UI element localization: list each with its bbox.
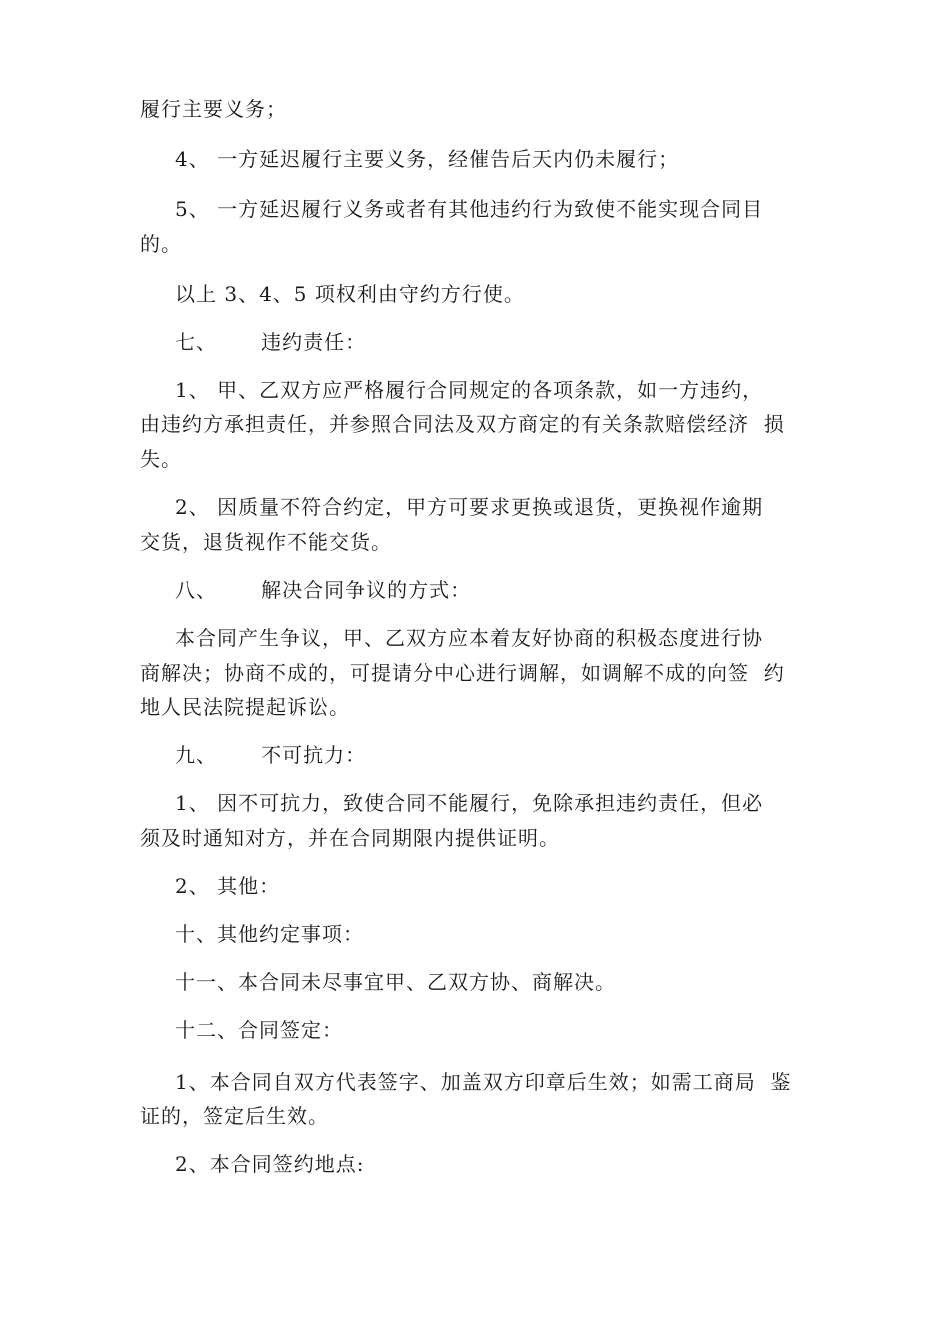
section-heading: 十一、本合同未尽事宜甲、乙双方协、商解决。 (175, 970, 616, 994)
text-line: 以上 3、4、5 项权利由守约方行使。 (175, 282, 525, 306)
text-line: 2、本合同签约地点: (175, 1152, 365, 1176)
text-line: 的。 (140, 232, 182, 256)
text-line: 5、 一方延迟履行义务或者有其他违约行为致使不能实现合同目 (175, 197, 764, 221)
section-heading: 九、 不可抗力： (175, 743, 367, 767)
section-heading: 七、 违约责任： (175, 330, 367, 354)
text-line: 1、本合同自双方代表签字、加盖双方印章后生效；如需工商局 鉴 (175, 1070, 792, 1094)
text-line: 2、 其他： (175, 874, 281, 898)
section-heading: 八、 解决合同争议的方式： (175, 578, 472, 602)
text-line: 交货，退货视作不能交货。 (140, 530, 392, 554)
text-line: 4、 一方延迟履行主要义务，经催告后天内仍未履行； (175, 147, 680, 171)
text-line: 1、 甲、乙双方应严格履行合同规定的各项条款，如一方违约， (175, 378, 764, 402)
text-line: 由违约方承担责任，并参照合同法及双方商定的有关条款赔偿经济 损 (140, 412, 785, 436)
text-line: 本合同产生争议，甲、乙双方应本着友好协商的积极态度进行协 (175, 626, 763, 650)
text-line: 履行主要义务； (140, 97, 287, 121)
text-line: 失。 (140, 447, 182, 471)
text-line: 证的，签定后生效。 (140, 1104, 329, 1128)
text-line: 2、 因质量不符合约定，甲方可要求更换或退货，更换视作逾期 (175, 495, 764, 519)
section-heading: 十、其他约定事项： (175, 922, 364, 946)
text-line: 地人民法院提起诉讼。 (140, 695, 350, 719)
text-line: 须及时通知对方，并在合同期限内提供证明。 (140, 826, 560, 850)
text-line: 1、 因不可抗力，致使合同不能履行，免除承担违约责任，但必 (175, 791, 764, 815)
text-line: 商解决；协商不成的，可提请分中心进行调解，如调解不成的向签 约 (140, 661, 785, 685)
section-heading: 十二、合同签定： (175, 1018, 343, 1042)
